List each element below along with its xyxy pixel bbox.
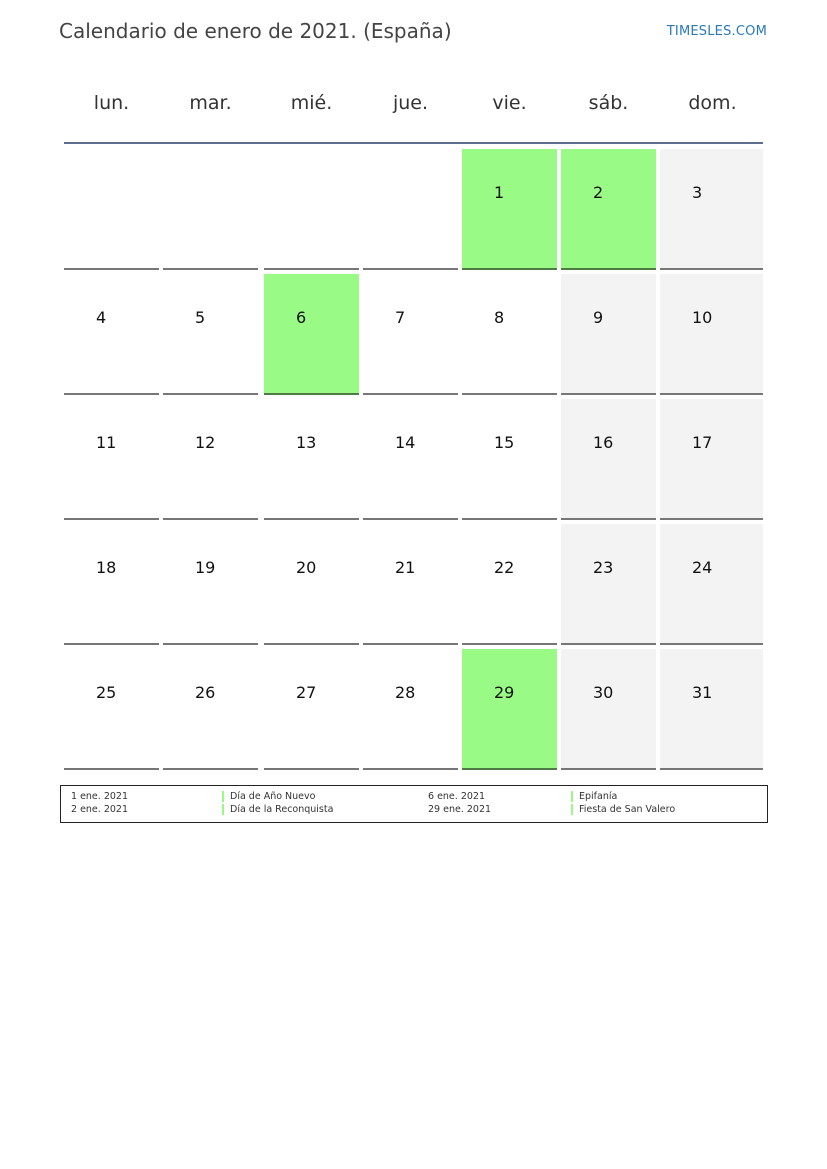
brand-link[interactable]: TIMESLES.COM: [666, 24, 767, 39]
day-number: 5: [195, 308, 206, 327]
day-number: 18: [96, 558, 117, 577]
weekday-label: mié.: [290, 92, 333, 114]
day-cell[interactable]: [163, 524, 258, 645]
day-cell[interactable]: [561, 649, 656, 770]
day-cell[interactable]: [264, 649, 359, 770]
day-number: 17: [692, 433, 713, 452]
day-cell[interactable]: [462, 274, 557, 395]
legend-color-marker: [571, 791, 573, 802]
day-cell[interactable]: [163, 649, 258, 770]
day-number: 11: [96, 433, 117, 452]
day-cell[interactable]: [363, 274, 458, 395]
holiday-day-cell[interactable]: [561, 149, 656, 270]
day-cell[interactable]: [462, 524, 557, 645]
day-cell[interactable]: [264, 524, 359, 645]
day-cell[interactable]: [264, 399, 359, 520]
day-cell[interactable]: [561, 399, 656, 520]
holiday-legend: [60, 785, 768, 823]
day-number: 25: [96, 683, 117, 702]
day-number: 31: [692, 683, 713, 702]
day-number: 29: [494, 683, 515, 702]
legend-holiday-name: Epifanía: [579, 791, 618, 802]
day-cell[interactable]: [660, 399, 763, 520]
day-number: 23: [593, 558, 614, 577]
day-cell[interactable]: [660, 149, 763, 270]
header-divider: [64, 142, 763, 144]
empty-day-cell: [163, 149, 258, 270]
day-cell[interactable]: [660, 649, 763, 770]
legend-color-marker: [222, 804, 224, 815]
weekday-label: jue.: [392, 92, 429, 114]
weekday-label: dom.: [688, 92, 737, 114]
day-number: 3: [692, 183, 703, 202]
day-number: 7: [395, 308, 406, 327]
legend-holiday-name: Día de la Reconquista: [230, 804, 334, 815]
day-number: 15: [494, 433, 515, 452]
empty-day-cell: [264, 149, 359, 270]
legend-holiday-name: Fiesta de San Valero: [579, 804, 676, 815]
legend-holiday-name: Día de Año Nuevo: [230, 791, 316, 802]
legend-date: 2 ene. 2021: [71, 804, 128, 815]
weekday-label: lun.: [93, 92, 130, 114]
page-title: Calendario de enero de 2021. (España): [59, 19, 452, 43]
day-number: 22: [494, 558, 515, 577]
day-cell[interactable]: [64, 649, 159, 770]
day-number: 19: [195, 558, 216, 577]
day-cell[interactable]: [163, 399, 258, 520]
weekday-label: mar.: [189, 92, 232, 114]
day-number: 4: [96, 308, 107, 327]
legend-date: 6 ene. 2021: [428, 791, 485, 802]
day-cell[interactable]: [363, 524, 458, 645]
day-cell[interactable]: [363, 649, 458, 770]
legend-date: 1 ene. 2021: [71, 791, 128, 802]
day-number: 9: [593, 308, 604, 327]
day-cell[interactable]: [363, 399, 458, 520]
day-number: 27: [296, 683, 317, 702]
day-number: 30: [593, 683, 614, 702]
day-number: 12: [195, 433, 216, 452]
holiday-day-cell[interactable]: [462, 149, 557, 270]
legend-color-marker: [222, 791, 224, 802]
day-number: 26: [195, 683, 216, 702]
day-number: 1: [494, 183, 505, 202]
empty-day-cell: [363, 149, 458, 270]
day-cell[interactable]: [163, 274, 258, 395]
legend-color-marker: [571, 804, 573, 815]
holiday-day-cell[interactable]: [264, 274, 359, 395]
day-cell[interactable]: [561, 524, 656, 645]
day-cell[interactable]: [660, 274, 763, 395]
day-cell[interactable]: [64, 399, 159, 520]
day-number: 24: [692, 558, 713, 577]
day-number: 14: [395, 433, 416, 452]
weekday-label: sáb.: [588, 92, 629, 114]
day-number: 2: [593, 183, 604, 202]
day-number: 28: [395, 683, 416, 702]
day-cell[interactable]: [64, 524, 159, 645]
day-number: 10: [692, 308, 713, 327]
day-number: 21: [395, 558, 416, 577]
legend-date: 29 ene. 2021: [428, 804, 492, 815]
weekday-label: vie.: [492, 92, 527, 114]
holiday-day-cell[interactable]: [462, 649, 557, 770]
day-number: 16: [593, 433, 614, 452]
day-cell[interactable]: [64, 274, 159, 395]
day-number: 13: [296, 433, 317, 452]
day-number: 6: [296, 308, 307, 327]
day-cell[interactable]: [561, 274, 656, 395]
day-cell[interactable]: [660, 524, 763, 645]
day-number: 20: [296, 558, 317, 577]
day-number: 8: [494, 308, 505, 327]
day-cell[interactable]: [462, 399, 557, 520]
empty-day-cell: [64, 149, 159, 270]
